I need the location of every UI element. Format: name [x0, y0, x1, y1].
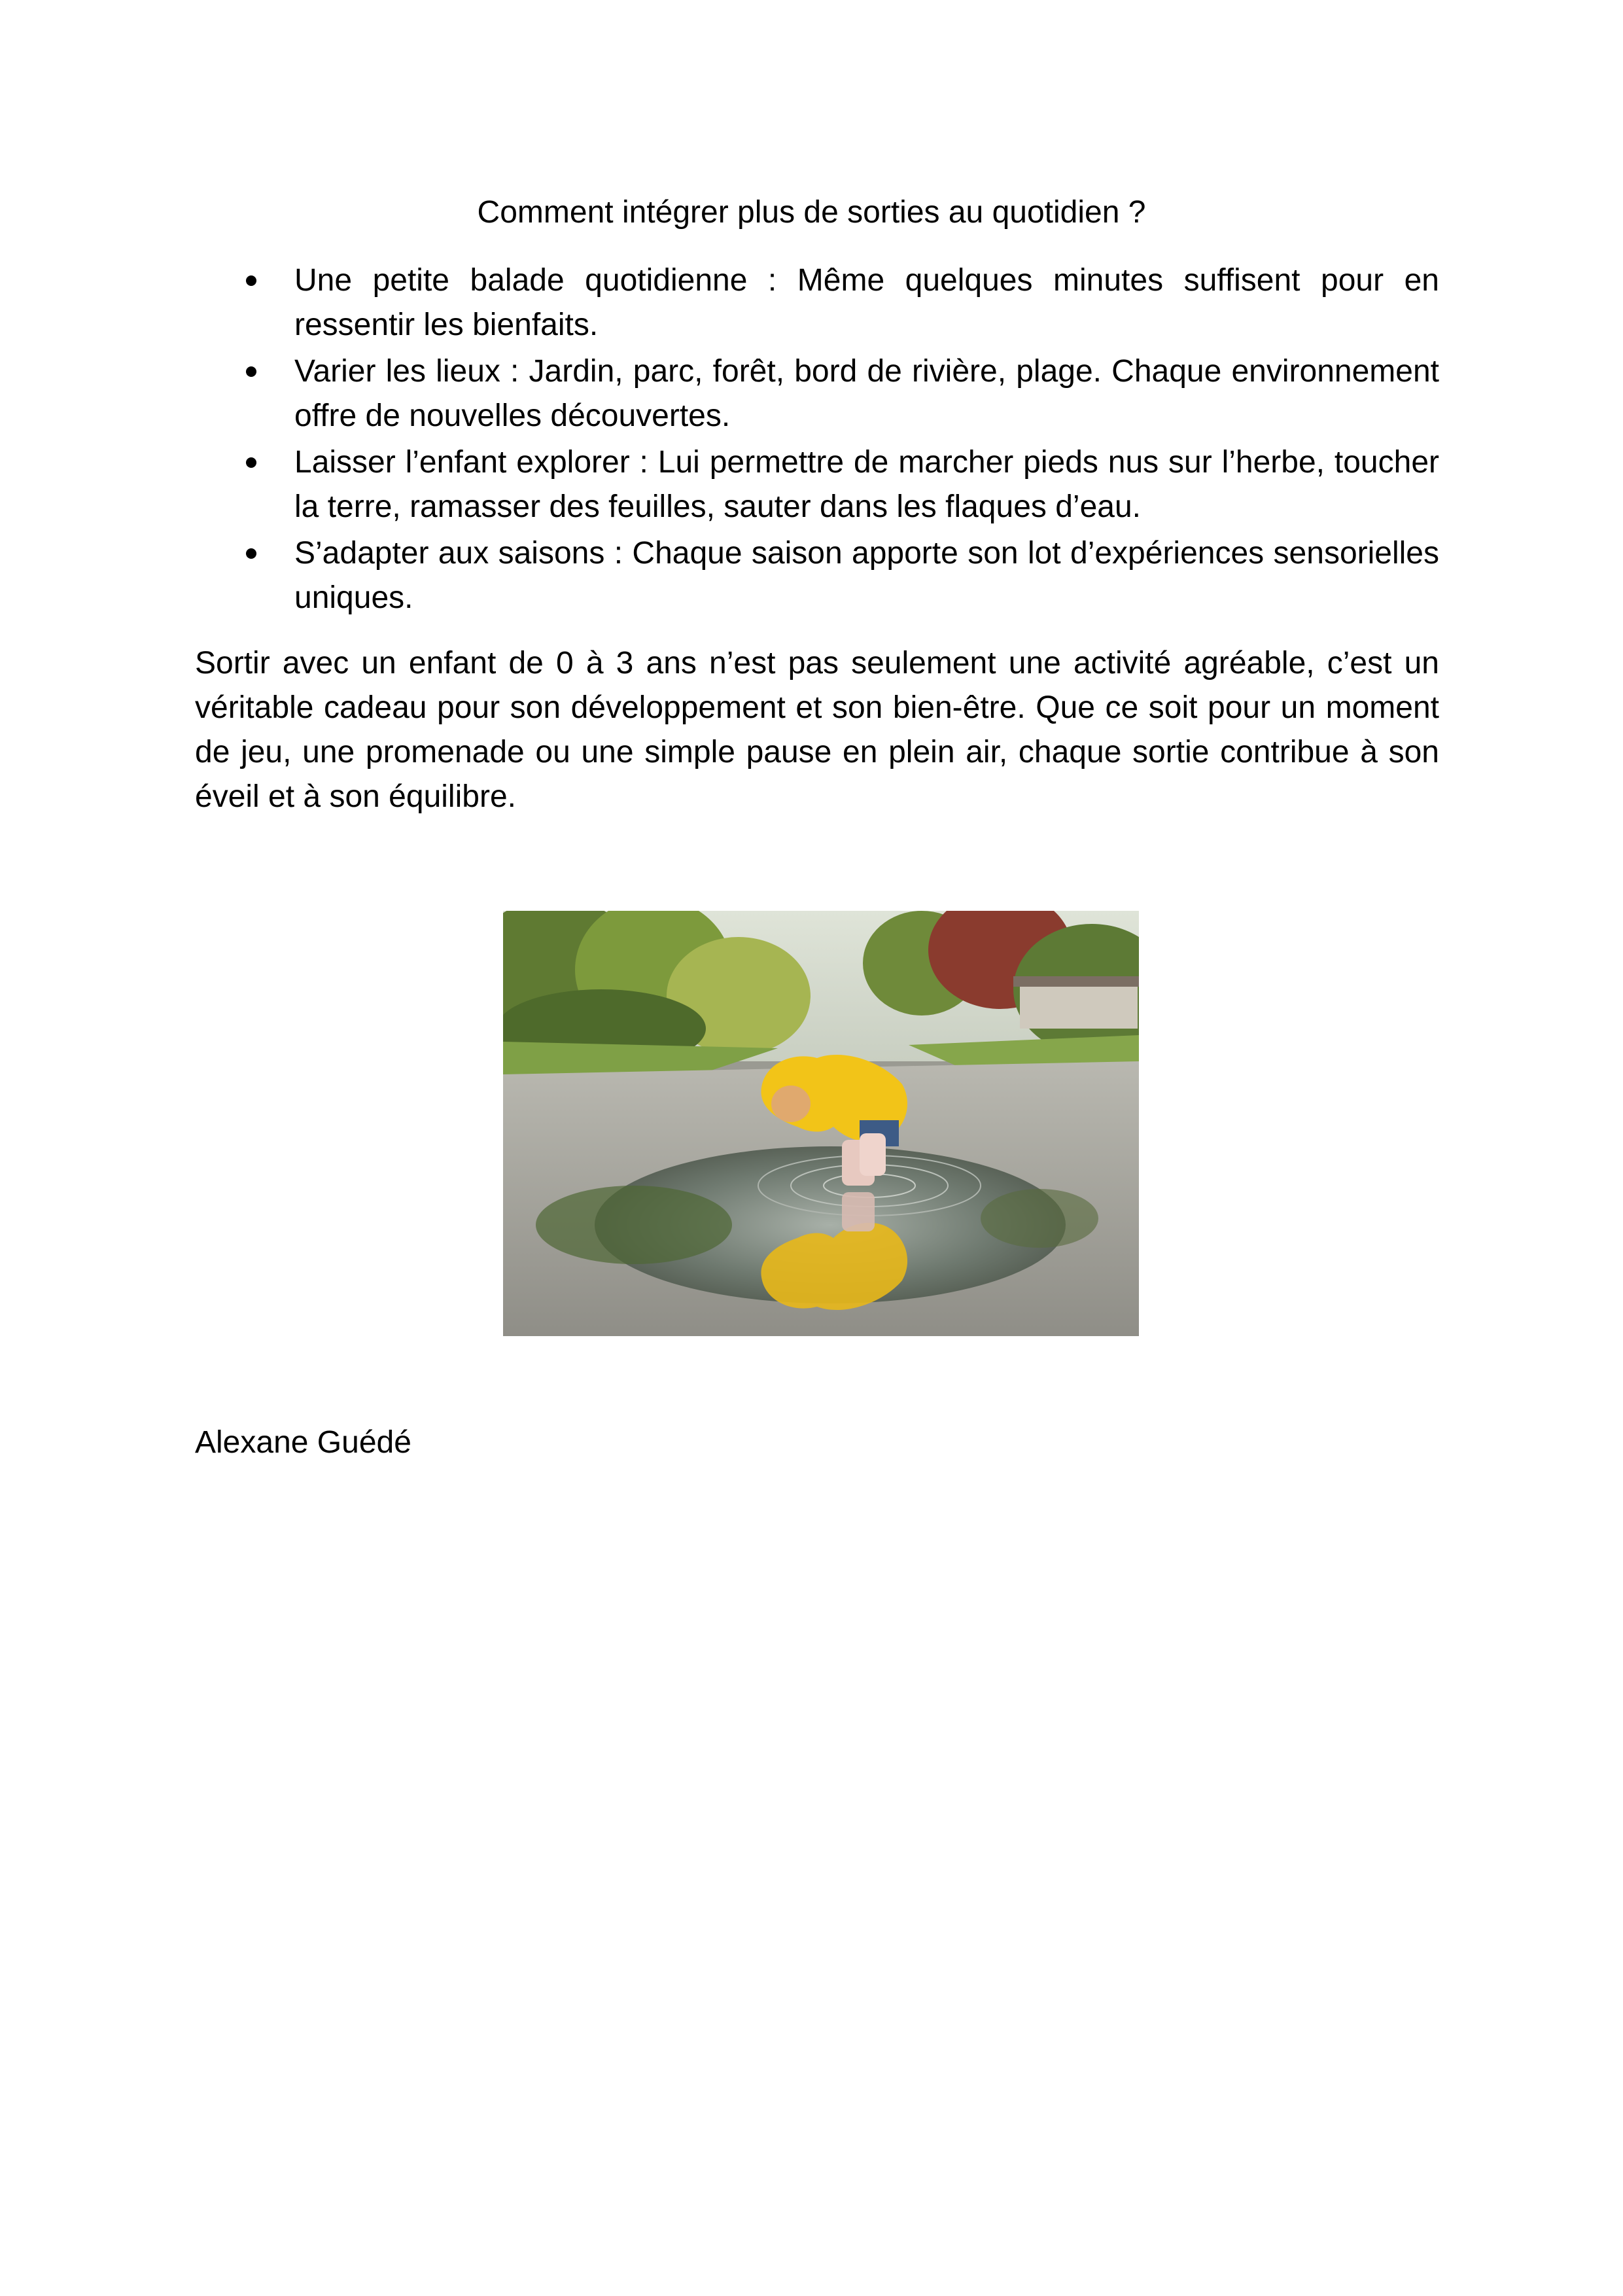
- bullet-icon: [246, 548, 256, 559]
- bullet-icon: [246, 275, 256, 286]
- list-item-text: Varier les lieux : Jardin, parc, forêt, bord de rivière, plage. Chaque environnement offre de nouvelles découvertes.: [294, 354, 1439, 433]
- bullet-icon: [246, 457, 256, 468]
- conclusion-paragraph: Sortir avec un enfant de 0 à 3 ans n’est pas seulement une activité agréable, c’est un véritable cadeau pour son développement et son bien-être. Que ce soit pour un moment de jeu, une promenade ou une simple pause en plein air, chaque sortie contribue à son éveil et à son équilibre.: [195, 646, 1439, 814]
- tips-list: [294, 258, 1439, 622]
- photo-illustration: [503, 911, 1139, 1336]
- author-name: Alexane Guédé: [195, 1425, 411, 1460]
- list-item-text: Laisser l’enfant explorer : Lui permettre de marcher pieds nus sur l’herbe, toucher la terre, ramasser des feuilles, sauter dans les flaques d’eau.: [294, 445, 1439, 524]
- list-item-text: S’adapter aux saisons : Chaque saison apporte son lot d’expériences sensorielles uniques.: [294, 536, 1439, 615]
- list-item: [294, 440, 1439, 529]
- list-item: [294, 349, 1439, 438]
- child-in-puddle-photo: [503, 911, 1139, 1336]
- section-heading: Comment intégrer plus de sorties au quotidien ?: [477, 195, 1146, 230]
- bullet-icon: [246, 366, 256, 377]
- list-item: [294, 531, 1439, 620]
- list-item-text: Une petite balade quotidienne : Même quelques minutes suffisent pour en ressentir les bienfaits.: [294, 263, 1439, 342]
- list-item: [294, 258, 1439, 347]
